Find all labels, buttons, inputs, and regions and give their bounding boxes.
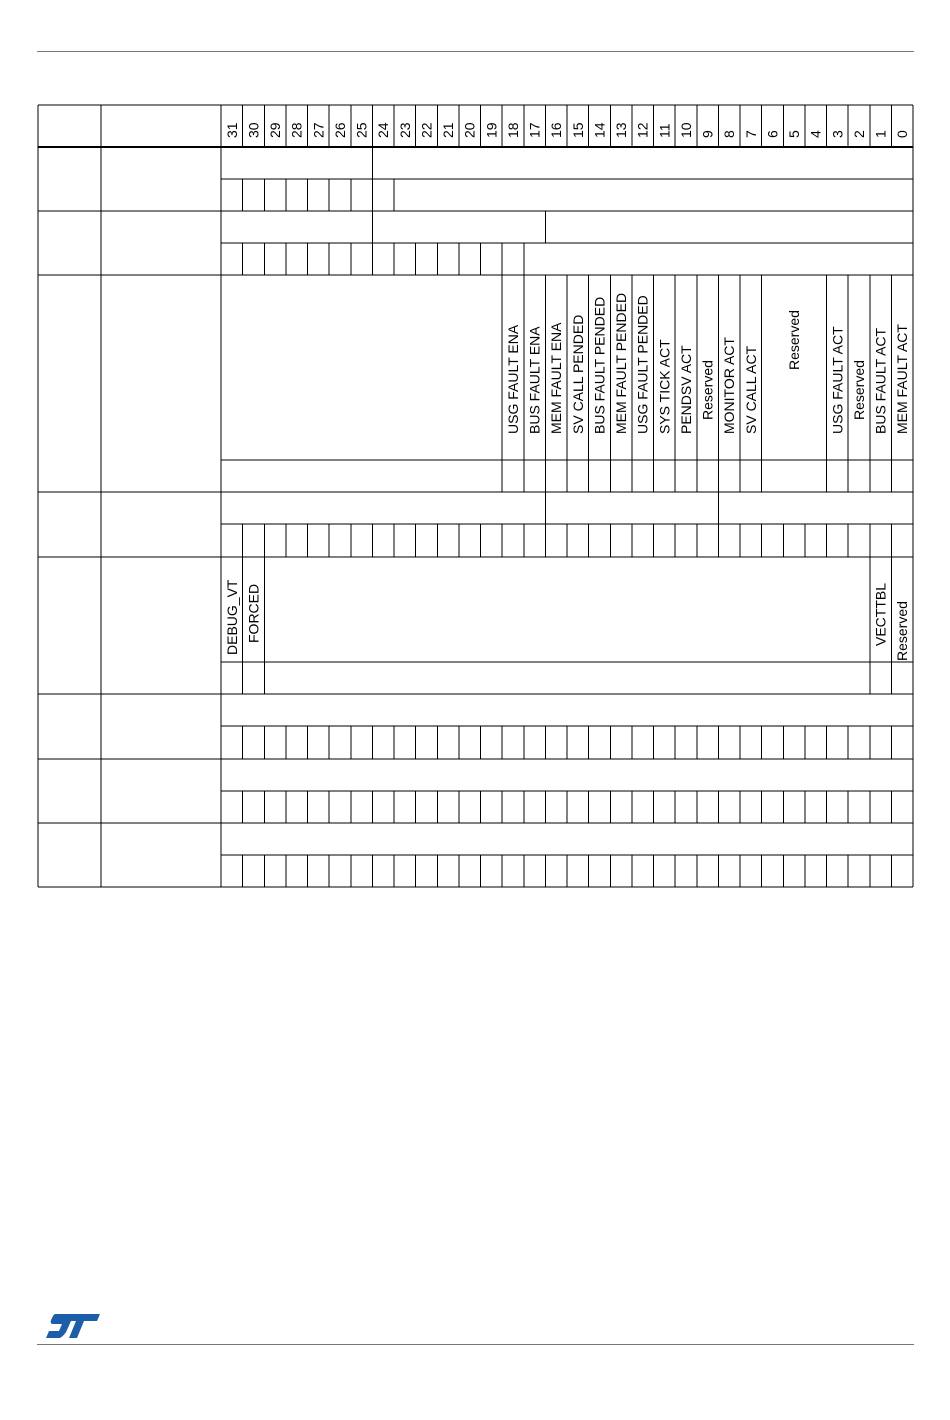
bit-number-label: 2 xyxy=(850,130,867,138)
field-label: BUS FAULT PENDED xyxy=(591,296,608,434)
bit-number-label: 14 xyxy=(591,122,608,138)
field-label: MEM FAULT ENA xyxy=(548,322,565,434)
bit-number-label: 7 xyxy=(742,130,759,138)
bit-number-label: 13 xyxy=(613,122,630,138)
bit-number-label: 1 xyxy=(872,130,889,138)
bit-number-label: 24 xyxy=(375,122,392,138)
field-label: SV CALL ACT xyxy=(742,345,759,434)
bit-number-label: 25 xyxy=(353,122,370,138)
bit-number-label: 23 xyxy=(396,122,413,138)
footer-rule xyxy=(37,1344,914,1345)
bit-number-label: 22 xyxy=(418,122,435,138)
bit-number-label: 26 xyxy=(331,122,348,138)
bit-number-label: 18 xyxy=(504,122,521,138)
field-label: USG FAULT ACT xyxy=(829,326,846,434)
field-label: VECTTBL xyxy=(872,582,889,646)
field-label: BUS FAULT ENA xyxy=(526,326,543,434)
bit-number-label: 4 xyxy=(807,130,824,138)
field-label: DEBUG_VT xyxy=(223,579,240,655)
bit-number-label: 6 xyxy=(764,130,781,138)
field-label: MONITOR ACT xyxy=(721,337,738,434)
field-label: Reserved xyxy=(786,310,803,370)
field-label: BUS FAULT ACT xyxy=(872,327,889,434)
bit-number-label: 15 xyxy=(569,122,586,138)
bit-number-label: 8 xyxy=(721,130,738,138)
bit-number-label: 0 xyxy=(894,130,911,138)
field-label: Reserved xyxy=(850,360,867,420)
bit-number-label: 20 xyxy=(461,122,478,138)
field-label: Reserved xyxy=(894,601,911,661)
bit-number-label: 16 xyxy=(548,122,565,138)
bit-number-label: 27 xyxy=(310,122,327,138)
field-label: FORCED xyxy=(245,583,262,643)
bit-number-label: 3 xyxy=(829,130,846,138)
bit-number-label: 9 xyxy=(699,130,716,138)
field-label: USG FAULT PENDED xyxy=(634,295,651,434)
bit-number-label: 29 xyxy=(267,122,284,138)
field-label: SV CALL PENDED xyxy=(569,314,586,434)
field-label: MEM FAULT PENDED xyxy=(613,292,630,434)
field-label: PENDSV ACT xyxy=(677,345,694,434)
bit-number-label: 19 xyxy=(483,122,500,138)
bit-number-label: 12 xyxy=(634,122,651,138)
bit-number-label: 28 xyxy=(288,122,305,138)
field-label: Reserved xyxy=(699,360,716,420)
bit-number-label: 10 xyxy=(677,122,694,138)
field-label: MEM FAULT ACT xyxy=(894,324,911,434)
st-logo-icon xyxy=(44,1311,102,1341)
bit-number-label: 17 xyxy=(526,122,543,138)
bit-number-label: 5 xyxy=(786,130,803,138)
bit-number-label: 21 xyxy=(440,122,457,138)
bit-number-label: 30 xyxy=(245,122,262,138)
bit-number-label: 31 xyxy=(223,122,240,138)
bit-number-label: 11 xyxy=(656,123,673,138)
field-label: USG FAULT ENA xyxy=(504,324,521,434)
field-label: SYS TICK ACT xyxy=(656,339,673,434)
